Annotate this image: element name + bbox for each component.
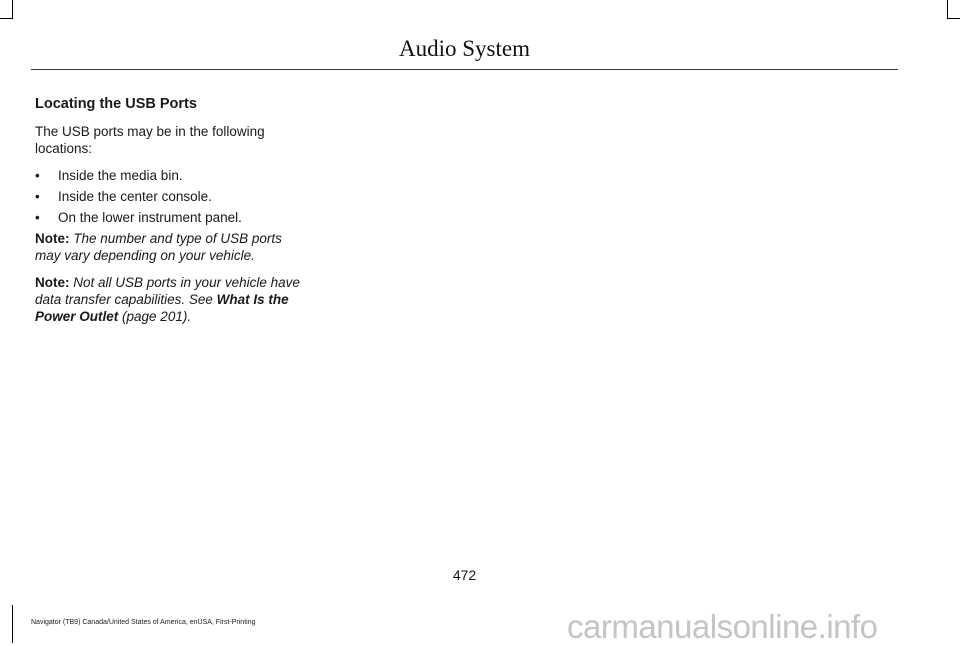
note-text: The number and type of USB ports may vary depending on your vehicle. — [35, 231, 282, 263]
crop-mark-top-right-horizontal — [947, 18, 960, 19]
note-text: Not all USB ports in your vehicle have data transfer capabilities. See — [35, 275, 300, 307]
crop-mark-bottom-left-vertical — [12, 605, 13, 643]
crop-mark-top-right-vertical — [947, 0, 948, 18]
note-label: Note: — [35, 275, 70, 290]
document-info: Navigator (TB9) Canada/United States of America, enUSA, First-Printing — [31, 619, 256, 626]
crop-mark-top-left-vertical — [12, 0, 13, 18]
intro-paragraph: The USB ports may be in the following locations: — [35, 124, 265, 156]
header-divider — [31, 69, 898, 70]
list-item-text: Inside the media bin. — [58, 168, 183, 183]
main-content — [35, 96, 305, 335]
location-list — [35, 167, 305, 226]
power-outlet-link[interactable]: What Is the Power Outlet — [35, 292, 289, 324]
note-label: Note: — [35, 231, 70, 246]
list-item-text: On the lower instrument panel. — [58, 210, 242, 225]
list-item — [35, 188, 305, 205]
bullet-icon: • — [35, 189, 40, 204]
note-usb-variation — [35, 230, 305, 264]
list-item — [35, 209, 305, 226]
page-reference: (page 201). — [122, 309, 192, 324]
list-item-text: Inside the center console. — [58, 189, 212, 204]
bullet-icon: • — [35, 210, 40, 225]
page-header-title: Audio System — [399, 36, 530, 61]
crop-mark-top-left-horizontal — [0, 18, 13, 19]
note-data-transfer — [35, 274, 305, 325]
list-item — [35, 167, 305, 184]
bullet-icon: • — [35, 168, 40, 183]
section-heading: Locating the USB Ports — [35, 96, 197, 112]
watermark-text: carmanualsonline.info — [567, 608, 878, 645]
page-number: 472 — [452, 567, 477, 583]
